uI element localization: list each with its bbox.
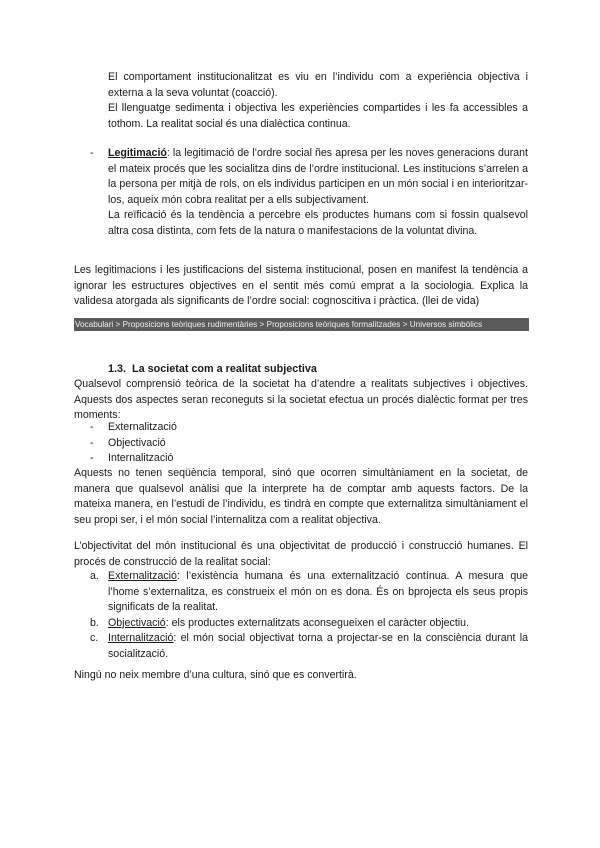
legitimacio-term: Legitimació bbox=[108, 147, 167, 159]
section-heading bbox=[108, 362, 317, 378]
list-item: a. Externalització: l’existència humana és una externalització contínua. A mesura que l’home s’externalitza, es construeix el món on es dona. És on bprojecta els seus propis significats de la realitat. bbox=[90, 570, 528, 614]
legitimacio-text: : la legitimació de l’ordre social ñes apresa per les noves generacions durant el mateix procés que les socialitza dins de l’ordre institucional. Les institucions s’arrelen a la persona per mitjà de rols, on els individus participen en un món social i en interioritzar-los, aqueix món cobra realitat per a ells subjectivament. bbox=[108, 147, 528, 206]
intro-paragraph: Qualsevol comprensió teòrica de la societat ha d’atendre a realitats subjectives i objectives. Aquests dos aspectes seran reconeguts si la societat efectua un procés dialèctic format per tres moments: bbox=[74, 378, 528, 422]
legitimacio-bullet: - bbox=[90, 147, 94, 159]
moments-list bbox=[90, 420, 528, 467]
list-item: - Objectivació bbox=[90, 436, 166, 449]
section-number: 1.3. bbox=[108, 363, 127, 375]
top-paragraphs bbox=[108, 70, 528, 132]
breadcrumb: Vocabulari > Proposicions teòriques rudimentàries > Proposicions teòriques formalitzades > Universos simbòlics bbox=[74, 318, 529, 331]
list-item: - Internalització bbox=[90, 452, 174, 465]
legitimacions-paragraph: Les legitimacions i les justificacions del sistema institucional, posen en manifest la tendència a ignorar les estructures objectives en el sentit més comú emprat a la sociologia. Explica la validesa atorgada als significants de l’ordre social: cognoscitiva i pràctica. (llei de vida) bbox=[74, 264, 528, 308]
process-list bbox=[90, 569, 528, 663]
list-item: - Externalització bbox=[90, 421, 177, 433]
sequence-paragraph: Aquests no tenen seqüència temporal, sinó que ocorren simultàniament en la societat, de manera que qualsevol anàlisi que la interprete ha de comptar amb aquests factors. De la mateixa manera, en l’estudi de l’individu, es tindrà en compte que externalitza simultàniament el seu propi ser, i el món social l’internalitza com a realitat objectiva. bbox=[74, 467, 528, 526]
list-item: b. Objectivació: els productes externalitzats aconsegueixen el caràcter objectiu. bbox=[90, 616, 469, 629]
objectivitat-paragraph: L’objectivitat del món institucional és una objectivitat de producció i construcció humanes. El procés de construcció de la realitat social: bbox=[74, 540, 528, 568]
llenguatge-paragraph: El llenguatge sedimenta i objectiva les experiències compartides i les fa accessibles a tothom. La realitat social és una dialèctica continua. bbox=[108, 102, 528, 130]
legitimacio-item bbox=[108, 146, 528, 240]
list-item: c. Internalització: el món social objectivat torna a projectar-se en la consciència durant la socialització. bbox=[90, 632, 528, 660]
reificacio-paragraph: La reïficació és la tendència a percebre els productes humans com si fossin qualsevol altra cosa distinta, com fets de la natura o manifestacions de la voluntat divina. bbox=[108, 209, 528, 237]
section-title: La societat com a realitat subjectiva bbox=[132, 363, 317, 375]
coaccio-paragraph: El comportament institucionalitzat es viu en l’individu com a experiència objectiva i externa a la seva voluntat (coacció). bbox=[108, 71, 528, 99]
closing-sentence: Ningú no neix membre d’una cultura, sinó que es convertirà. bbox=[74, 669, 357, 681]
